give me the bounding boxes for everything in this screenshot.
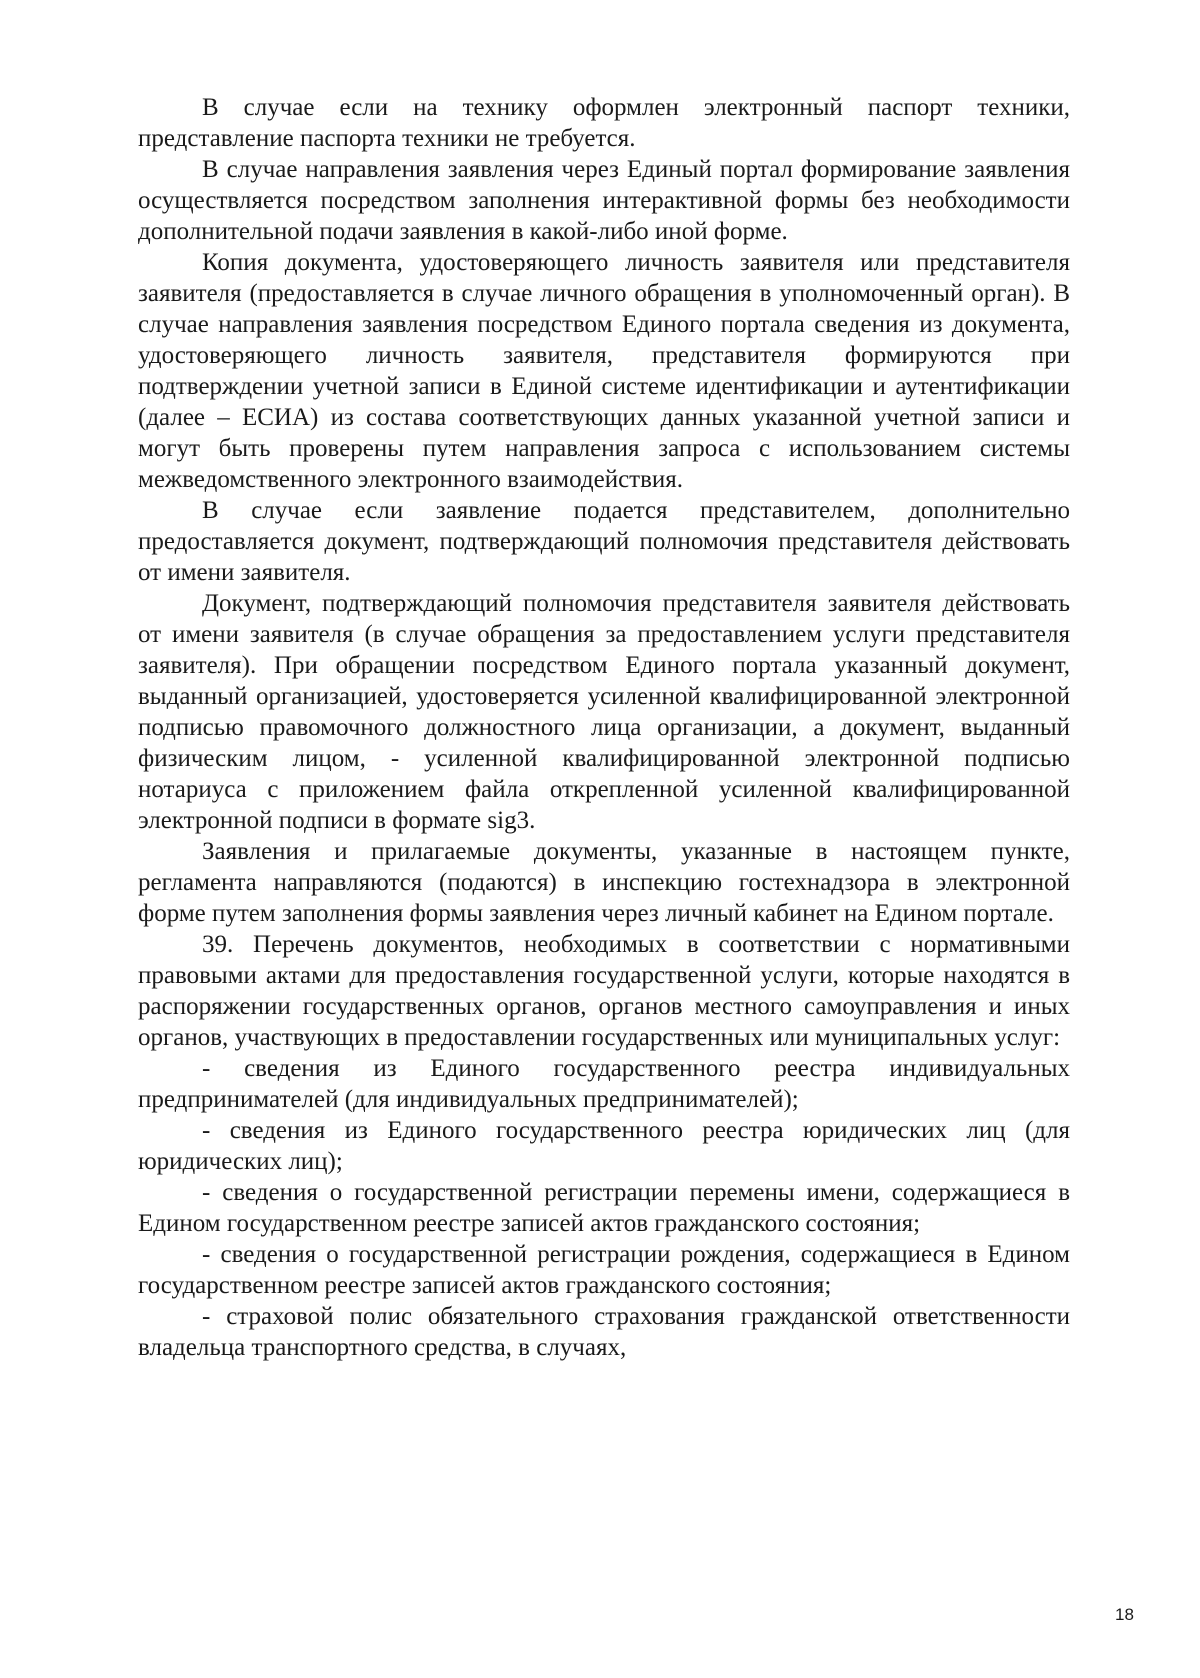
document-page (138, 92, 1070, 1363)
list-item-name-change-registration: - сведения о государственной регистрации перемены имени, содержащиеся в Едином государственном реестре записей актов гражданского состояния; (138, 1179, 1070, 1237)
paragraph-representative: В случае если заявление подается представителем, дополнительно предоставляется документ, подтверждающий полномочия представителя действовать от имени заявителя. (138, 497, 1070, 586)
page-number: 18 (1115, 1605, 1134, 1624)
paragraph-item-39: 39. Перечень документов, необходимых в соответствии с нормативными правовыми актами для предоставления государственной услуги, которые находятся в распоряжении государственных органов, органов местного самоуправления и иных органов, участвующих в предоставлении государственных или муниципальных услуг: (138, 931, 1070, 1051)
paragraph-identity-document: Копия документа, удостоверяющего личность заявителя или представителя заявителя (предоставляется в случае личного обращения в уполномоченный орган). В случае направления заявления посредством Единого портала сведения из документа, удостоверяющего личность заявителя, представителя формируются при подтверждении учетной записи в Единой системе идентификации и аутентификации (далее – ЕСИА) из состава соответствующих данных указанной учетной записи и могут быть проверены путем направления запроса с использованием системы межведомственного электронного взаимодействия. (138, 249, 1070, 493)
list-item-insurance-policy: - страховой полис обязательного страхования гражданской ответственности владельца транспортного средства, в случаях, (138, 1303, 1070, 1361)
paragraph-electronic-submission: Заявления и прилагаемые документы, указанные в настоящем пункте, регламента направляются (подаются) в инспекцию гостехнадзора в электронной форме путем заполнения формы заявления через личный кабинет на Едином портале. (138, 838, 1070, 927)
list-item-legal-entities-registry: - сведения из Единого государственного реестра юридических лиц (для юридических лиц); (138, 1117, 1070, 1175)
paragraph-authority-document: Документ, подтверждающий полномочия представителя заявителя действовать от имени заявителя (в случае обращения за предоставлением услуги представителя заявителя). При обращении посредством Единого портала указанный документ, выданный организацией, удостоверяется усиленной квалифицированной электронной подписью правомочного должностного лица организации, а документ, выданный физическим лицом, - усиленной квалифицированной электронной подписью нотариуса с приложением файла открепленной усиленной квалифицированной электронной подписи в формате sig3. (138, 590, 1070, 834)
paragraph-unified-portal-form: В случае направления заявления через Единый портал формирование заявления осуществляется посредством заполнения интерактивной формы без необходимости дополнительной подачи заявления в какой-либо иной форме. (138, 156, 1070, 245)
list-item-birth-registration: - сведения о государственной регистрации рождения, содержащиеся в Едином государственном реестре записей актов гражданского состояния; (138, 1241, 1070, 1299)
list-item-entrepreneurs-registry: - сведения из Единого государственного реестра индивидуальных предпринимателей (для индивидуальных предпринимателей); (138, 1055, 1070, 1113)
paragraph-electronic-passport: В случае если на технику оформлен электронный паспорт техники, представление паспорта техники не требуется. (138, 94, 1070, 152)
